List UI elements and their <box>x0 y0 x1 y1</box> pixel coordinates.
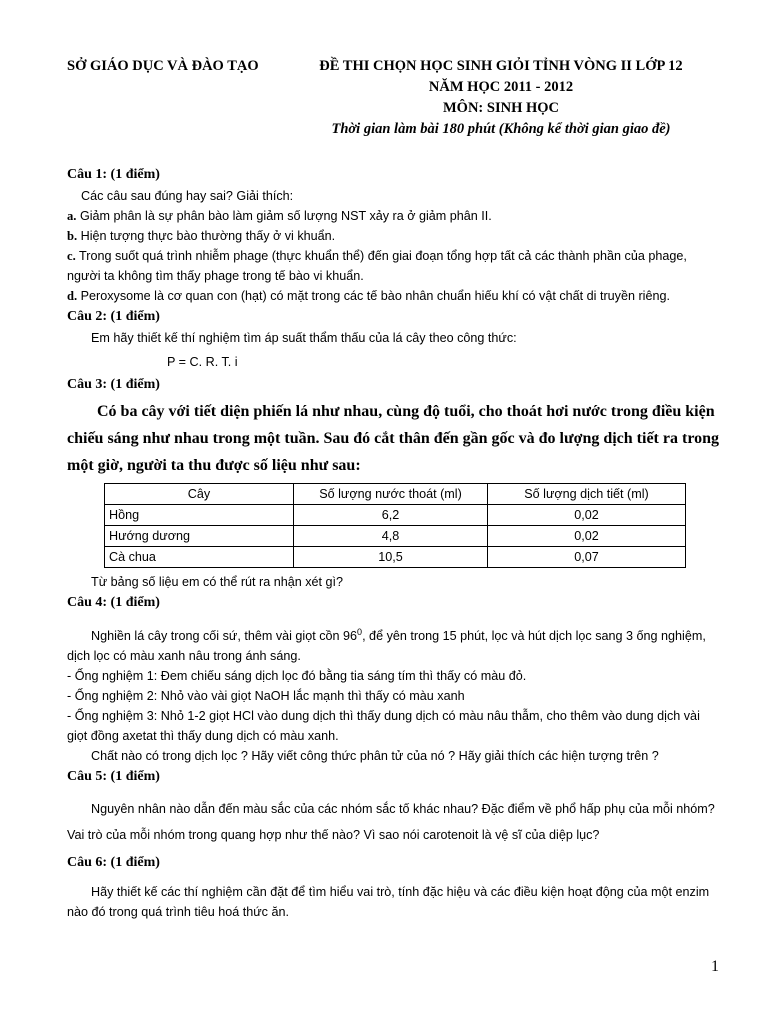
degree-superscript: 0 <box>357 627 363 637</box>
exam-header <box>296 58 706 138</box>
question-5-text: Nguyên nhân nào dẫn đến màu sắc của các nhóm sắc tố khác nhau? Đặc điểm về phổ hấp phụ của mỗi nhóm? Vai trò của mỗi nhóm trong quang hợp như thế nào? Vì sao nói carotenoit là vệ sĩ của diệp lục? <box>67 802 715 843</box>
question-1-intro: Các câu sau đúng hay sai? Giải thích: <box>81 189 294 203</box>
time-note: Thời gian làm bài 180 phút (Không kể thời gian giao đề) <box>331 121 671 137</box>
question-6-title: Câu 6: (1 điểm) <box>67 855 160 871</box>
question-5-title: Câu 5: (1 điểm) <box>67 769 160 785</box>
item-text: Peroxysome là cơ quan con (hạt) có mặt trong các tế bào nhân chuẩn hiếu khí có vật chất di truyền riêng. <box>77 289 670 303</box>
table-header-row <box>105 484 686 505</box>
tube-1: - Ống nghiệm 1: Đem chiếu sáng dịch lọc đó bằng tia sáng tím thì thấy có màu đỏ. <box>67 669 527 684</box>
intro-text: , để yên trong 15 phút, lọc và hút dịch lọc sang 3 ống nghiệm, dịch lọc có màu xanh nâu trong ánh sáng. <box>67 629 706 664</box>
intro-text: Nghiền lá cây trong cối sứ, thêm vài giọt cồn 96 <box>91 629 358 644</box>
table-cell: Hướng dương <box>105 526 294 547</box>
question-1-a <box>67 206 721 226</box>
question-1-title: Câu 1: (1 điểm) <box>67 167 160 182</box>
question-6-text: Hãy thiết kế các thí nghiệm cần đặt để tìm hiểu vai trò, tính đặc hiệu và các điều kiện hoạt động của một enzim nào đó trong quá trình tiêu hoá thức ăn. <box>67 885 710 920</box>
question-3-text: Có ba cây với tiết diện phiến lá như nhau, cùng độ tuổi, cho thoát hơi nước trong điều kiện chiếu sáng như nhau trong một tuần. Sau đó cắt thân đến gần gốc và đo lượng dịch tiết ra trong một giờ, người ta thu được số liệu như sau: <box>67 403 720 474</box>
question-3-title: Câu 3: (1 điểm) <box>67 377 160 392</box>
page-number: 1 <box>711 958 719 975</box>
question-3-question: Từ bảng số liệu em có thể rút ra nhận xét gì? <box>91 575 344 589</box>
table-cell: Hồng <box>105 505 294 526</box>
column-header: Số lượng dịch tiết (ml) <box>488 484 686 505</box>
question-1-d <box>67 286 721 306</box>
item-text: Hiện tượng thực bào thường thấy ở vi khuẩn. <box>77 229 336 243</box>
formula: P = C. R. T. i <box>167 355 238 369</box>
item-label: a. <box>67 209 77 223</box>
exam-content <box>67 164 721 922</box>
question-4-title: Câu 4: (1 điểm) <box>67 595 160 610</box>
question-2-text: Em hãy thiết kế thí nghiệm tìm áp suất thẩm thấu của lá cây theo công thức: <box>91 331 517 345</box>
table-cell: 0,02 <box>488 505 686 526</box>
table-cell: 0,07 <box>488 547 686 568</box>
table-cell: Cà chua <box>105 547 294 568</box>
table-row <box>105 547 686 568</box>
tube-2: - Ống nghiệm 2: Nhỏ vào vài giọt NaOH lắc mạnh thì thấy có màu xanh <box>67 689 465 704</box>
table-cell: 10,5 <box>294 547 488 568</box>
question-1-c <box>67 246 721 286</box>
department-name: SỞ GIÁO DỤC VÀ ĐÀO TẠO <box>67 58 259 74</box>
item-text: Giảm phân là sự phân bào làm giảm số lượng NST xảy ra ở giảm phân II. <box>76 209 492 223</box>
table-row <box>105 526 686 547</box>
school-year: NĂM HỌC 2011 - 2012 <box>428 79 574 95</box>
question-4-intro <box>67 622 721 666</box>
table-row <box>105 505 686 526</box>
table-cell: 6,2 <box>294 505 488 526</box>
question-1-b <box>67 226 721 246</box>
column-header: Số lượng nước thoát (ml) <box>294 484 488 505</box>
item-label: c. <box>67 249 76 263</box>
table-cell: 4,8 <box>294 526 488 547</box>
subject: MÔN: SINH HỌC <box>443 100 559 116</box>
tube-3: - Ống nghiệm 3: Nhỏ 1-2 giọt HCl vào dung dịch thì thấy dung dịch có màu nâu thẫm, cho thêm vào dung dịch vài giọt đồng axetat thì thấy dung dịch có màu xanh. <box>67 709 700 744</box>
column-header: Cây <box>105 484 294 505</box>
data-table <box>104 483 686 568</box>
question-4-question: Chất nào có trong dịch lọc ? Hãy viết công thức phân tử của nó ? Hãy giải thích các hiện tượng trên ? <box>91 749 659 764</box>
item-text: Trong suốt quá trình nhiễm phage (thực khuẩn thể) đến giai đoạn tổng hợp tất cả các thành phần của phage, người ta không tìm thấy phage trong tế bào vi khuẩn. <box>67 249 687 283</box>
question-2-title: Câu 2: (1 điểm) <box>67 309 160 324</box>
table-cell: 0,02 <box>488 526 686 547</box>
item-label: b. <box>67 229 78 243</box>
item-label: d. <box>67 289 78 303</box>
exam-title: ĐỀ THI CHỌN HỌC SINH GIỎI TỈNH VÒNG II LỚP 12 <box>319 58 683 74</box>
